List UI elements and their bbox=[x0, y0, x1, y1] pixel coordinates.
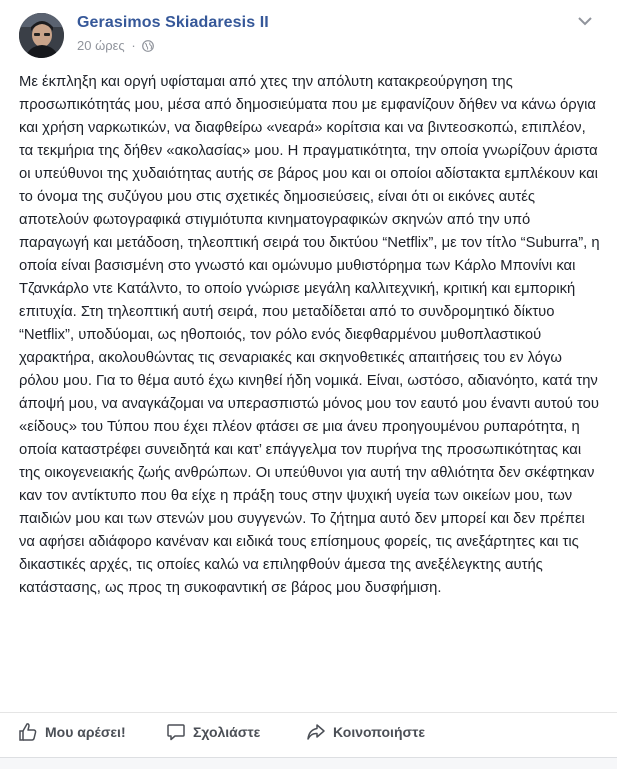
meta-separator: · bbox=[131, 38, 136, 53]
post-body bbox=[19, 71, 603, 600]
like-button[interactable] bbox=[18, 721, 126, 743]
avatar[interactable] bbox=[19, 13, 64, 58]
share-icon bbox=[306, 722, 326, 742]
author-name[interactable]: Gerasimos Skiadaresis II bbox=[77, 14, 269, 31]
comment-label: Σχολιάστε bbox=[193, 724, 261, 740]
post-meta bbox=[77, 38, 154, 55]
comment-button[interactable] bbox=[166, 721, 260, 743]
avatar-image bbox=[19, 13, 64, 58]
more-options-icon[interactable] bbox=[576, 14, 594, 26]
like-label: Μου αρέσει! bbox=[45, 724, 126, 740]
globe-icon[interactable] bbox=[142, 40, 154, 55]
post-time[interactable]: 20 ώρες bbox=[77, 38, 125, 53]
share-label: Κοινοποιήστε bbox=[333, 724, 425, 740]
comment-icon bbox=[166, 722, 186, 742]
share-button[interactable] bbox=[306, 721, 425, 743]
post-text: Με έκπληξη και οργή υφίσταμαι από χτες την απόλυτη κατακρεούργηση της προσωπικότητάς μου, μέσα από δημοσιεύματα που με εμφανίζουν δήθεν να κάνω όργια και χρήση ναρκωτικών, να διαφθείρω «νεαρά» κορίτσια και να βιντεοσκοπώ, επιπλέον, τα τεκμήρια της δήθεν «ακολασίας» μου. Η πραγματικότητα, την οποία γνωρίζουν άριστα οι υπεύθυνοι της χυδαιότητας αυτής σε βάρος μου και οι οποίοι αδίστακτα εμπλέκουν και το όνομα της συζύγου μου στις σχετικές δημοσιεύσεις, είναι ότι οι εικόνες αυτές αποτελούν φωτογραφικά στιγμιότυπα κινηματογραφικών σκηνών από την υπό παραγωγή και μετάδοση, τηλεοπτική σειρά του δικτύου “Netflix”, με τον τίτλο “Suburra”, η οποία είναι βασισμένη στο γνωστό και ομώνυμο μυθιστόρημα των Κάρλο Μπονίνι και Τζανκάρλο ντε Κατάλντο, το οποίο γνώρισε μεγάλη καλλιτεχνική, κριτική και εμπορική επιτυχία. Στη τηλεοπτική αυτή σειρά, που μεταδίδεται από το συνδρομητικό δίκτυο “Netflix”, υποδύομαι, ως ηθοποιός, τον ρόλο ενός διεφθαρμένου μυθοπλαστικού χαρακτήρα, ακολουθώντας τις σεναριακές και σκηνοθετικές απαιτήσεις του εν λόγω ρόλου μου. Για το θέμα αυτό έχω κινηθεί ήδη νομικά. Είναι, ωστόσο, αδιανόητο, κατά την άποψή μου, να αναγκάζομαι να υπερασπιστώ μόνος μου τον εαυτό μου έναντι αυτού του «είδους» του Τύπου που έχει πλέον φτάσει σε μια άνευ προηγουμένου ρυπαρότητα, η οποία καταστρέφει συνειδητά και κατ’ επάγγελμα τον πυρήνα της προσωπικότητας και της οικογενειακής ζωής ανθρώπων. Οι υπεύθυνοι για αυτή την αθλιότητα δεν σκέφτηκαν καν τον αντίκτυπο που θα είχε η πράξη τους στην ψυχική υγεία των οικείων μου, των παιδιών μου και των στενών μου συγγενών. Το ζήτημα αυτό δεν μπορεί και δεν πρέπει να αφήσει αδιάφορο κανέναν και ειδικά τους επίσημους φορείς, τις ανεξάρτητες και τις δικαστικές αρχές, τις οποίες καλώ να επιληφθούν άμεσα της ανεξέλεγκτης αυτής κατάστασης, ως προς τη συκοφαντική σε βάρος μου δυσφήμιση. bbox=[19, 74, 600, 596]
action-bar bbox=[0, 712, 617, 751]
comments-area-edge bbox=[0, 757, 617, 769]
thumbs-up-icon bbox=[18, 722, 38, 742]
post-header bbox=[0, 0, 617, 64]
